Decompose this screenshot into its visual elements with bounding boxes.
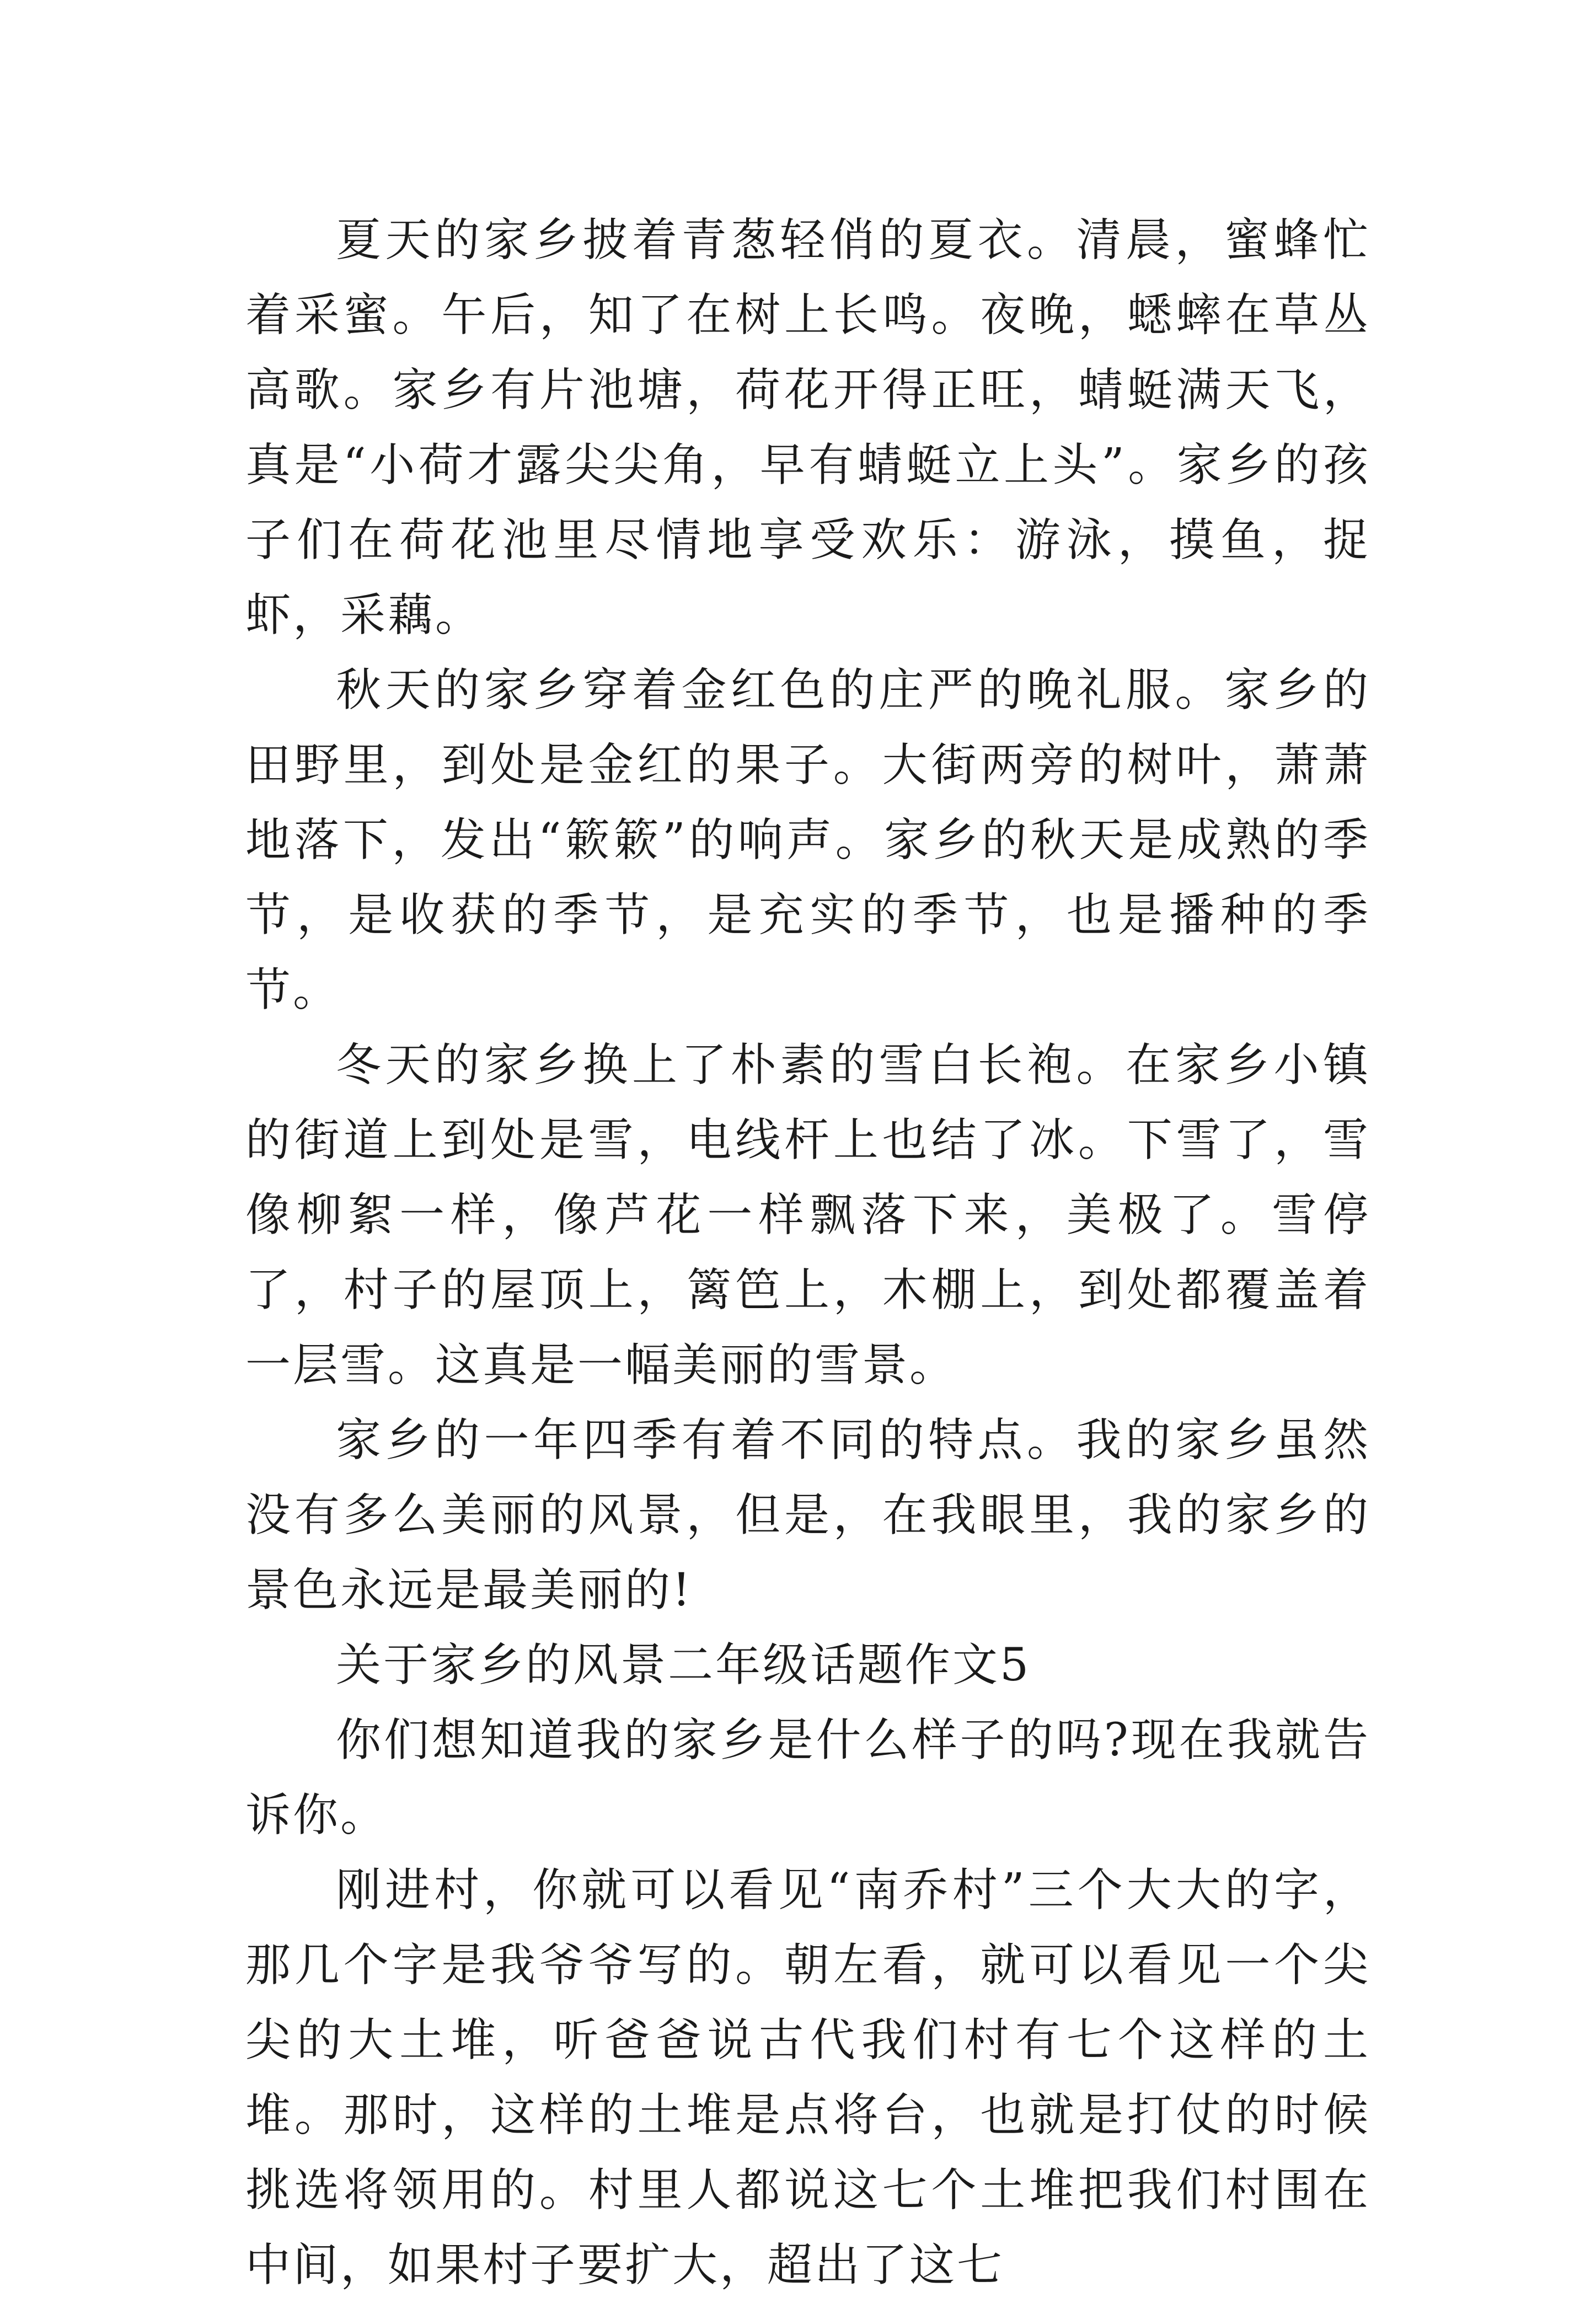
paragraph-winter: 冬天的家乡换上了朴素的雪白长袍。在家乡小镇的街道上到处是雪，电线杆上也结了冰。下雪了，雪像柳絮一样，像芦花一样飘落下来，美极了。雪停了，村子的屋顶上，篱笆上，木棚上，到处都覆盖着一层雪。这真是一幅美丽的雪景。 [245, 1039, 1370, 1391]
paragraph-village: 刚进村，你就可以看见“南乔村”三个大大的字，那几个字是我爷爷写的。朝左看，就可以看见一个尖尖的大土堆，听爸爸说古代我们村有七个这样的土堆。那时，这样的土堆是点将台，也就是打仗的时候挑选将领用的。村里人都说这七个土堆把我们村围在中间，如果村子要扩大，超出了这七 [245, 1864, 1370, 2291]
paragraph-intro: 你们想知道我的家乡是什么样子的吗?现在我就告诉你。 [245, 1714, 1370, 1841]
paragraph-autumn: 秋天的家乡穿着金红色的庄严的晚礼服。家乡的田野里，到处是金红的果子。大街两旁的树叶，萧萧地落下，发出“簌簌”的响声。家乡的秋天是成熟的季节，是收获的季节，是充实的季节，也是播种的季节。 [245, 664, 1370, 1016]
text-column [245, 203, 1370, 2303]
section-heading: 关于家乡的风景二年级话题作文5 [336, 1639, 1031, 1691]
paragraph-summer: 夏天的家乡披着青葱轻俏的夏衣。清晨，蜜蜂忙着采蜜。午后，知了在树上长鸣。夜晚，蟋蟀在草丛高歌。家乡有片池塘，荷花开得正旺，蜻蜓满天飞，真是“小荷才露尖尖角，早有蜻蜓立上头”。家乡的孩子们在荷花池里尽情地享受欢乐：游泳，摸鱼，捉虾，采藕。 [245, 214, 1370, 641]
paragraph-conclusion: 家乡的一年四季有着不同的特点。我的家乡虽然没有多么美丽的风景，但是，在我眼里，我的家乡的景色永远是最美丽的! [245, 1414, 1370, 1616]
